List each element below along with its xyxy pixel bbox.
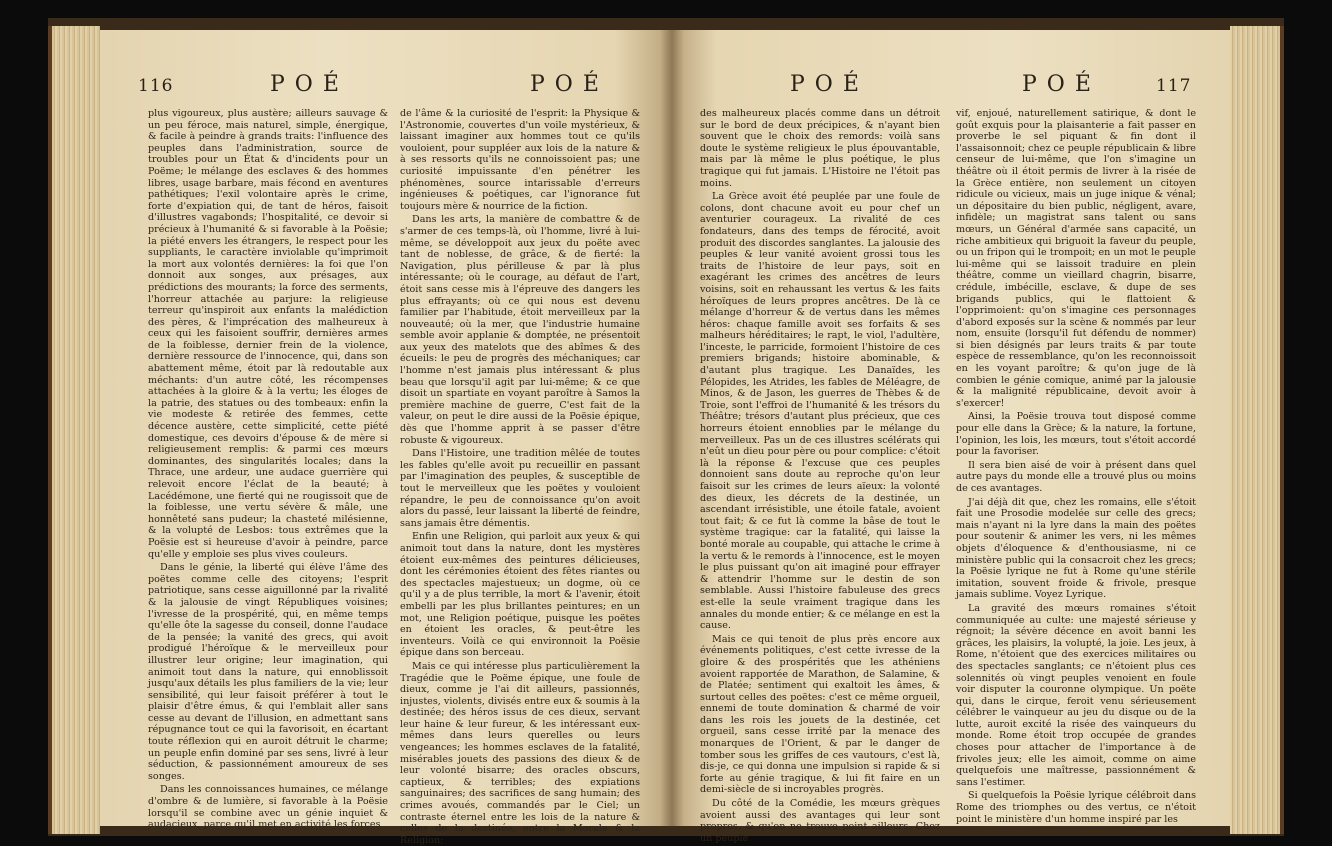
right-page — [672, 30, 1230, 844]
paragraph: de l'âme & la curiosité de l'esprit: la Physique & l'Astronomie, couvertes d'un voile mystérieux, & laissant imaginer aux hommes tout ce qu'ils vouloient, pour suppléer aux lois de la nature & à ses ressorts qu'ils ne connoissoient pas; une curiosité impuissante d'en pénétrer les phénomènes, source intarissable d'erreurs ingénieuses & poétiques, car l'ignorance fut toujours mère & nourrice de la fiction. — [400, 108, 640, 212]
page-number: 116 — [138, 76, 174, 96]
page-number: 117 — [1156, 76, 1192, 96]
running-head: POÉ — [1022, 72, 1101, 97]
left-page — [100, 30, 672, 846]
right-page-header — [672, 72, 1230, 102]
paragraph: Si quelquefois la Poësie lyrique célébroit dans Rome des triomphes ou des vertus, ce n'étoit point le ministère d'un homme inspiré par les — [956, 790, 1196, 825]
running-head: POÉ — [790, 72, 869, 97]
paragraph: des malheureux placés comme dans un détroit sur le bord de deux précipices, & n'ayant bien souvent que le choix des remords: voilà sans doute le système religieux le plus épouvantable, mais par là même le plus poétique, le plus tragique qui fut jamais. L'Histoire ne l'étoit pas moins. — [700, 108, 940, 189]
running-head: POÉ — [270, 72, 349, 97]
left-page-column-2 — [400, 108, 640, 846]
paragraph: J'ai déjà dit que, chez les romains, elle s'étoit fait une Prosodie modelée sur celle des grecs; mais n'ayant ni la lyre dans la main des poëtes pour soutenir & animer les vers, ni les mêmes objets d'éloquence & d'enthousiasme, ni ce ministère public qui la consacroit chez les grecs; la Poësie lyrique ne fut à Rome qu'une stérile imitation, souvent froide & frivole, presque jamais sublime. Voyez Lyrique. — [956, 496, 1196, 601]
paragraph: Il sera bien aisé de voir à présent dans quel autre pays du monde elle a trouvé plus ou moins de ces avantages. — [956, 459, 1196, 494]
paragraph: Ainsi, la Poësie trouva tout disposé comme pour elle dans la Grèce; & la nature, la fortune, l'opinion, les lois, les mœurs, tout s'étoit accordé pour la favoriser. — [956, 411, 1196, 458]
paragraph: Enfin une Religion, qui parloit aux yeux & qui animoit tout dans la nature, dont les mystères étoient eux-mêmes des peintures délicieuses, dont les cérémonies étoient des fêtes riantes ou des spectacles majestueux; un dogme, où ce qu'il y a de plus terrible, la mort & l'avenir, étoit embelli par les plus brillantes peintures; en un mot, une Religion poétique, puisque les poëtes en étoient les oracles, & peut-être les inventeurs. Voilà ce qui environnoit la Poësie épique dans son berceau. — [400, 531, 640, 659]
left-page-column-1 — [148, 108, 388, 831]
page-edges-left — [48, 26, 100, 834]
paragraph: Mais ce qui intéresse plus particulièrement la Tragédie que le Poëme épique, une foule de dieux, comme je l'ai dit ailleurs, passionnés, injustes, violents, divisés entre eux & soumis à la destinée; des héros issus de ces dieux, servant leur haine & leur fureur, & les intéressant eux-mêmes dans leurs querelles ou leurs vengeances; les hommes esclaves de la fatalité, misérables jouets des passions des dieux & de leur volonté bisarre; des oracles obscurs, captieux, & terribles; des expiations sanguinaires; des sacrifices de sang humain; des crimes avoués, commandés par le Ciel; un contraste éternel entre les lois de la nature & celles de la destinée, entre la Morale & la Religion; — [400, 660, 640, 846]
paragraph: Dans le génie, la liberté qui élève l'âme des poëtes comme celle des citoyens; l'esprit patriotique, sans cesse aiguillonné par la rivalité & la jalousie de vingt Républiques voisines; l'ivresse de la prospérité, qui, en même temps qu'elle ôte la sagesse du conseil, donne l'audace de la pensée; la vanité des grecs, qui avoit prodigué l'héroïque & le merveilleux pour illustrer leur origine; leur imagination, qui animoit tout dans la nature, qui ennoblissoit jusqu'aux détails les plus familiers de la vie; leur sensibilité, qui leur faisoit préférer à tout le plaisir d'être émus, & qui l'emblait aller sans cesse au devant de l'illusion, en admettant sans répugnance tout ce qui la favorisoit, en écartant toute réflexion qui en auroit détruit le charme; un peuple enfin dominé par ses sens, livré à leur séduction, & passionnément amoureux de ses songes. — [148, 562, 388, 782]
paragraph: plus vigoureux, plus austère; ailleurs sauvage & un peu féroce, mais naturel, simple, énergique, & facile à peindre à grands traits: l'influence des peuples dans l'administration, source de troubles pour un État & d'incidents pour un Poëme; le mélange des esclaves & des hommes libres, usage barbare, mais fécond en aventures pathétiques; l'exil volontaire après le crime, forte d'expiation qui, de tant de héros, faisoit d'illustres vagabonds; l'hospitalité, ce devoir si précieux à l'humanité & si favorable à la Poësie; la piété envers les étrangers, le respect pour les suppliants, le caractère inviolable qu'imprimoit la mort aux volontés dernières: la foi que l'on donnoit aux songes, aux présages, aux prédictions des mourants; la force des serments, l'horreur attachée au parjure: la religieuse terreur qu'inspiroit aux enfants la malédiction des pères, & l'imprécation des malheureux à ceux qui les faisoient souffrir, dernières armes de la foiblesse, dernier frein de la violence, dernière ressource de l'innocence, qui, dans son abattement même, étoit par là redoutable aux méchants: d'un autre côté, les récompenses attachées à la gloire & à la vertu; les éloges de la patrie, des statues ou des tombeaux: enfin la vie modeste & retirée des femmes, cette décence austère, cette simplicité, cette piété domestique, ces devoirs d'épouse & de mère si religieusement remplis: & parmi ces mœurs dominantes, des singularités locales; dans la Thrace, une ardeur, une audace guerrière qui relevoit encore l'éclat de la beauté; à Lacédémone, une fierté qui ne rougissoit que de la foiblesse, une vertu sévère & mâle, une honnêteté sans pudeur; la chasteté milésienne, & la volupté de Lesbos: tous extrêmes que la Poësie est si heureuse d'avoir à peindre, parce qu'elle y emploie ses plus vives couleurs. — [148, 108, 388, 560]
right-page-column-1 — [700, 108, 940, 844]
left-page-header — [100, 72, 672, 102]
right-page-column-2 — [956, 108, 1196, 825]
paragraph: Dans l'Histoire, une tradition mêlée de toutes les fables qu'elle avoit pu recueillir en passant par l'imagination des peuples, & susceptible de tout le merveilleux que les poëtes y vouloient répandre, le peu de connoissance qu'on avoit alors du passé, leur laissant la liberté de feindre, sans jamais être démentis. — [400, 448, 640, 529]
paragraph: La gravité des mœurs romaines s'étoit communiquée au culte: une majesté sérieuse y régnoit; la sévère décence en avoit banni les grâces, les plaisirs, la volupté, la joie. Les jeux, à Rome, n'étoient que des exercices militaires ou des spectacles sanglants; ce n'étoient plus ces solennités où vingt peuples venoient en foule voir disputer la couronne olympique. Un poëte qui, dans le cirque, feroit venu sérieusement célébrer le vainqueur au jeu du disque ou de la lutte, auroit excité la risée des vainqueurs du monde. Rome étoit trop occupée de grandes choses pour attacher de l'importance à de frivoles jeux; elle les aimoit, comme on aime quelquefois une maîtresse, passionnément & sans l'estimer. — [956, 602, 1196, 788]
paragraph: Dans les arts, la manière de combattre & de s'armer de ces temps-là, où l'homme, livré à lui-même, se développoit aux jeux du poëte avec tant de noblesse, de grâce, & de fierté: la Navigation, plus périlleuse & par là plus intéressante; où le courage, au défaut de l'art, étoit sans cesse mis à l'épreuve des dangers les plus effrayants; où ce qui nous est devenu familier par l'habitude, étoit merveilleux par la nouveauté; où la mer, que l'industrie humaine semble avoir applanie & domptée, ne présentoit aux yeux des matelots que des abîmes & des écueils: le peu de progrès des méchaniques; car l'homme n'est jamais plus intéressant & plus beau que lorsqu'il agit par lui-même; & ce que disoit un spartiate en voyant paroître à Samos la première machine de guerre, C'est fait de la valeur, on peut le dire aussi de la Poësie épique, dès que l'homme apprit à se passer d'être robuste & vigoureux. — [400, 214, 640, 446]
paragraph: vif, enjoué, naturellement satirique, & dont le goût exquis pour la plaisanterie a fait passer en proverbe le sel piquant & fin dont il l'assaisonnoit; chez ce peuple républicain & libre censeur de lui-même, que l'on s'imagine un théâtre où il étoit permis de livrer à la risée de la Grèce entière, non seulement un citoyen ridicule ou vicieux, mais un juge inique & vénal; un dépositaire du bien public, négligent, avare, infidèle; un magistrat sans talent ou sans mœurs, un Général d'armée sans capacité, un riche ambitieux qui briguoit la faveur du peuple, ou un fripon qui le trompoit; en un mot le peuple lui-même qui se laissoit traduire en plein théâtre, comme un vieillard chagrin, bisarre, crédule, imbécille, esclave, & dupe de ses brigands publics, qui le flattoient & l'opprimoient: qu'on s'imagine ces personnages d'abord exposés sur la scène & nommés par leur nom, ensuite (lorsqu'il fut défendu de nommer) si bien désignés par leurs traits & par toute espèce de ressemblance, qu'on les reconnoissoit en les voyant paroître; & qu'on juge de là combien le génie comique, animé par la jalousie & la malignité républicaine, devoit avoir à s'exercer! — [956, 108, 1196, 409]
running-head: POÉ — [530, 72, 609, 97]
page-edges-right — [1230, 26, 1284, 834]
paragraph: Dans les connoissances humaines, ce mélange d'ombre & de lumière, si favorable à la Poësie lorsqu'il se combine avec un génie inquiet & audacieux, parce qu'il met en activité les forces — [148, 784, 388, 831]
paragraph: La Grèce avoit été peuplée par une foule de colons, dont chacune avoit eu pour chef un aventurier courageux. La rivalité de ces fondateurs, dans des temps de férocité, avoit produit des discordes sanglantes. La jalousie des peuples & leur vanité avoient grossi tous les traits de l'histoire de leur pays, soit en exagérant les crimes des ancêtres de leurs voisins, soit en rehaussant les vertus & les faits héroïques de leurs propres ancêtres. De là ce mélange d'horreur & de vertus dans les mêmes héros: chaque famille avoit ses forfaits & ses malheurs héréditaires; le rapt, le viol, l'adultère, l'inceste, le parricide, formoient l'histoire de ces premiers brigands; histoire abominable, & d'autant plus tragique. Les Danaïdes, les Pélopides, les Atrides, les fables de Méléagre, de Minos, & de Jason, les guerres de Thèbes & de Troie, sont l'effroi de l'humanité & les trésors du Théâtre; trésors d'autant plus précieux, que ces horreurs étoient ennoblies par le mélange du merveilleux. Pas un de ces illustres scélérats qui n'eût un dieu pour père ou pour complice: c'étoit là la réponse & l'excuse que ces peuples donnoient sans doute au reproche qu'on leur faisoit sur les crimes de leurs aïeux: la volonté des dieux, les décrets de la destinée, un ascendant irrésistible, une étoile fatale, avoient tout fait; & ce fut là comme la bâse de tout le système tragique: car la fatalité, qui laisse la bonté morale au coupable, qui attache le crime à la vertu & le remords à l'innocence, est le moyen le plus puissant qu'on ait imaginé pour effrayer & attendrir l'homme sur le destin de son semblable. Aussi l'histoire fabuleuse des grecs est-elle la seule vraiment tragique dans les annales du monde entier; & ce mélange en est la cause. — [700, 191, 940, 632]
book-gutter — [660, 30, 684, 826]
paragraph: Du côté de la Comédie, les mœurs grèques avoient aussi des avantages qui leur sont propres, & qu'on ne trouve point ailleurs. Chez un peuple — [700, 798, 940, 844]
paragraph: Mais ce qui tenoit de plus près encore aux événements politiques, c'est cette ivresse de la gloire & des prospérités que les athéniens avoient rapportée de Marathon, de Salamine, & de Platée; sentiment qui exaltoit les âmes, & surtout celles des poëtes: c'est ce même orgueil, ennemi de toute domination & charmé de voir dans les rois les jouets de la destinée, cet orgueil, sans cesse irrité par la menace des monarques de l'Orient, & par le danger de tomber sous les griffes de ces vautours, c'est là, dis-je, ce qui donna une impulsion si rapide & si forte au génie tragique, & lui fit faire en un demi-siècle de si incroyables progrès. — [700, 633, 940, 796]
